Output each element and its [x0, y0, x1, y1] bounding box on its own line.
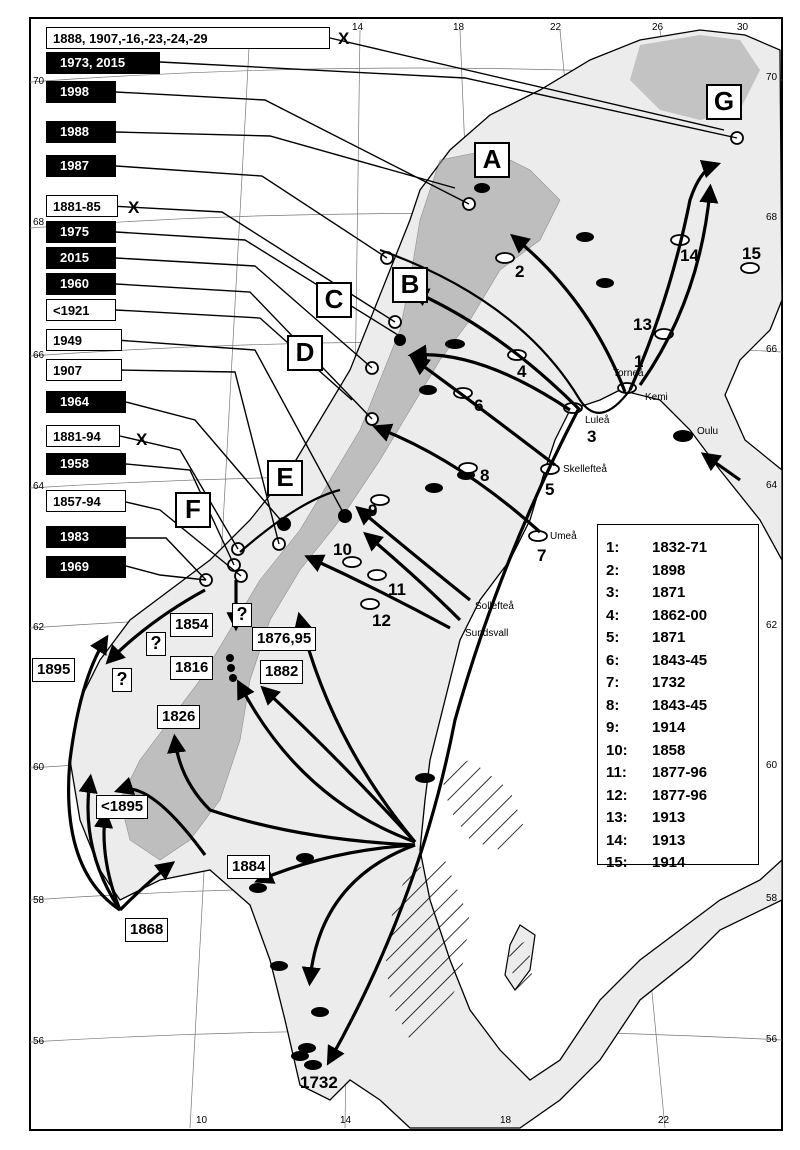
event-label-1973-2015: 1973, 2015: [46, 52, 160, 74]
question-box-3: ?: [112, 668, 132, 692]
route-number-12: 12: [372, 611, 391, 630]
lat-label-right-68: 68: [766, 212, 778, 223]
legend-value: 1871: [652, 629, 686, 646]
lat-label-right-62: 62: [766, 620, 778, 631]
event-label-1881-94: 1881-94: [46, 425, 120, 447]
question-box-1: ?: [146, 632, 166, 656]
lat-label-right-58: 58: [766, 893, 778, 904]
lon-label-top-30: 30: [737, 22, 749, 33]
legend-key: 15:: [606, 854, 628, 871]
route-number-13: 13: [633, 315, 652, 334]
year-box-1895: 1895: [32, 658, 75, 682]
year-box-1895-before: <1895: [96, 795, 148, 819]
legend-row: [606, 605, 758, 628]
legend-key: 7:: [606, 674, 620, 691]
route-number-10: 10: [333, 540, 352, 559]
lon-label-top-14: 14: [352, 22, 364, 33]
event-label-1888: 1888, 1907,-16,-23,-24,-29: [46, 27, 330, 49]
lat-label-left-66: 66: [33, 350, 45, 361]
route-number-2: 2: [515, 262, 525, 281]
legend-value: 1732: [652, 674, 686, 691]
legend-row: [606, 852, 758, 875]
site-letter-a: A: [474, 142, 510, 178]
route-number-11: 11: [388, 580, 406, 599]
legend-key: 4:: [606, 606, 620, 624]
year-box-1854: 1854: [170, 613, 213, 637]
year-box-1826: 1826: [157, 705, 200, 729]
site-letter-e: E: [267, 460, 303, 496]
legend-row: [606, 560, 758, 583]
lon-label-top-22: 22: [550, 22, 562, 33]
route-number-9: 9: [368, 501, 378, 520]
legend-key: 14:: [606, 831, 628, 849]
lon-label-bottom-14: 14: [340, 1115, 352, 1126]
event-label-1960: 1960: [46, 273, 116, 295]
year-box-1876-95: 1876,95: [252, 627, 316, 651]
lon-label-bottom-18: 18: [500, 1115, 512, 1126]
town-lulea: Luleå: [585, 415, 610, 426]
legend-value: 1862-00: [652, 606, 708, 624]
route-number-14: 14: [680, 246, 699, 265]
x-mark-1881-94: X: [136, 430, 148, 449]
event-label-1969: 1969: [46, 556, 126, 578]
legend-value: 1913: [652, 809, 686, 826]
event-label-1998: 1998: [46, 81, 116, 103]
legend-row: [606, 582, 758, 605]
legend-key: 5:: [606, 629, 620, 646]
lat-label-left-62: 62: [33, 622, 45, 633]
site-letter-f: F: [175, 492, 211, 528]
event-label-2015: 2015: [46, 247, 116, 269]
route-number-7: 7: [537, 546, 547, 565]
town-umea: Umeå: [550, 531, 577, 542]
year-box-1868: 1868: [125, 918, 168, 942]
route-number-3: 3: [587, 427, 597, 446]
legend-key: 10:: [606, 741, 628, 759]
event-label-1975: 1975: [46, 221, 116, 243]
legend-row: [606, 762, 758, 785]
lon-label-bottom-10: 10: [196, 1115, 208, 1126]
legend-row: [606, 537, 758, 560]
legend-box: [597, 524, 759, 871]
legend-key: 11:: [606, 764, 627, 781]
town-tornea: Torneå: [613, 368, 644, 379]
legend-value: 1877-96: [652, 786, 708, 804]
legend-value: 1843-45: [652, 696, 708, 714]
legend-value: 1898: [652, 561, 686, 579]
x-mark-1888: X: [338, 29, 350, 48]
event-label-1987: 1987: [46, 155, 116, 177]
legend-key: 1:: [606, 539, 620, 556]
lon-label-top-18: 18: [453, 22, 465, 33]
lat-label-right-60: 60: [766, 760, 778, 771]
event-label-1958: 1958: [46, 453, 126, 475]
legend-value: 1858: [652, 741, 686, 759]
legend-value: 1914: [652, 854, 686, 871]
event-label-1921: <1921: [46, 299, 116, 321]
legend-row: [606, 627, 758, 650]
town-oulu: Oulu: [697, 426, 719, 437]
legend-key: 9:: [606, 719, 620, 736]
year-box-1882: 1882: [260, 660, 303, 684]
event-label-1881-85: 1881-85: [46, 195, 118, 217]
lat-label-right-66: 66: [766, 344, 778, 355]
lat-label-left-56: 56: [33, 1036, 45, 1047]
event-label-1857-94: 1857-94: [46, 490, 126, 512]
event-label-1983: 1983: [46, 526, 126, 548]
legend-row: [606, 695, 758, 718]
lat-label-right-64: 64: [766, 480, 778, 491]
legend-value: 1877-96: [652, 764, 708, 781]
legend-value: 1913: [652, 831, 686, 849]
town-solleftea: Sollefteå: [475, 601, 514, 612]
lat-label-right-56: 56: [766, 1034, 778, 1045]
legend-key: 12:: [606, 786, 628, 804]
legend-value: 1871: [652, 584, 686, 601]
town-skelleftea: Skellefteå: [563, 464, 607, 475]
event-label-1949: 1949: [46, 329, 122, 351]
site-letter-d: D: [287, 335, 323, 371]
legend-value: 1914: [652, 719, 686, 736]
legend-key: 13:: [606, 809, 628, 826]
event-label-1988: 1988: [46, 121, 116, 143]
year-label-1732: 1732: [300, 1073, 338, 1092]
route-number-8: 8: [480, 466, 490, 485]
route-number-6: 6: [474, 396, 484, 415]
legend-key: 2:: [606, 561, 620, 579]
year-box-1884: 1884: [227, 855, 270, 879]
route-number-15: 15: [742, 244, 761, 263]
legend-row: [606, 785, 758, 808]
legend-value: 1843-45: [652, 651, 708, 669]
legend-row: [606, 717, 758, 740]
event-label-1964: 1964: [46, 391, 126, 413]
lon-label-top-26: 26: [652, 22, 664, 33]
route-number-5: 5: [545, 480, 555, 499]
legend-key: 3:: [606, 584, 620, 601]
lat-label-left-58: 58: [33, 895, 45, 906]
town-sundsvall: Sundsvall: [465, 628, 509, 639]
lat-label-left-60: 60: [33, 762, 45, 773]
route-number-4: 4: [517, 362, 527, 381]
legend-row: [606, 807, 758, 830]
lat-label-left-70: 70: [33, 76, 45, 87]
legend-row: [606, 650, 758, 673]
site-letter-b: B: [392, 267, 428, 303]
site-letter-c: C: [316, 282, 352, 318]
legend-row: [606, 740, 758, 763]
town-kemi: Kemi: [645, 392, 668, 403]
lat-label-left-64: 64: [33, 481, 45, 492]
lon-label-bottom-22: 22: [658, 1115, 670, 1126]
legend-row: [606, 672, 758, 695]
event-label-1907: 1907: [46, 359, 122, 381]
lat-label-right-70: 70: [766, 72, 778, 83]
legend-key: 6:: [606, 651, 620, 669]
year-box-1816: 1816: [170, 656, 213, 680]
lat-label-left-68: 68: [33, 217, 45, 228]
x-mark-1881-85: X: [128, 198, 140, 217]
question-box-2: ?: [232, 603, 252, 627]
legend-key: 8:: [606, 696, 620, 714]
legend-value: 1832-71: [652, 539, 708, 556]
route-number-1: 1: [634, 352, 644, 371]
site-letter-g: G: [706, 84, 742, 120]
legend-row: [606, 830, 758, 853]
